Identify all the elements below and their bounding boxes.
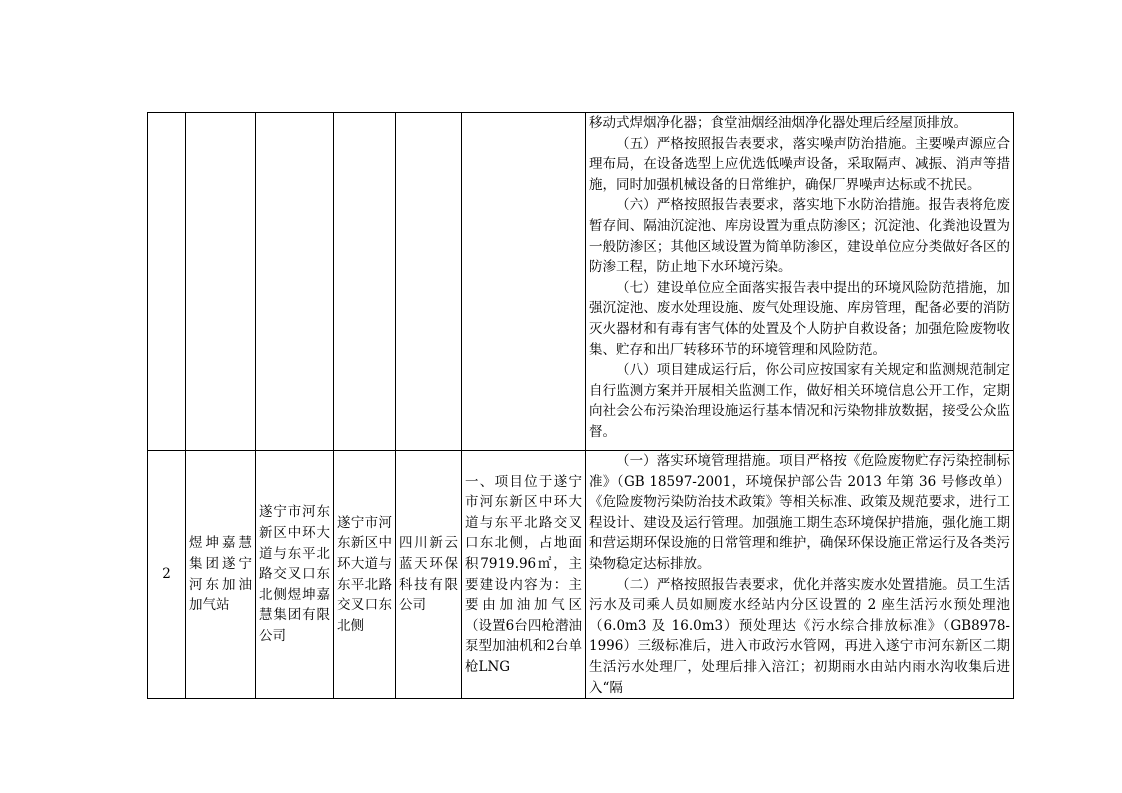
row-number-cell [148, 113, 186, 451]
requirements-cell [586, 113, 1014, 451]
project-name-cell [186, 113, 256, 451]
requirement-paragraph: （六）严格按照报告表要求，落实地下水防治措施。报告表将危废暂存间、隔油沉淀池、库房设置为重点防渗区；沉淀池、化粪池设置为一般防渗区；其他区域设置为简单防渗区，建设单位应分类做好各区的防渗工程，防止地下水环境污染。 [589, 197, 1010, 276]
project-name-cell: 煜坤嘉慧集团遂宁河东加油加气站 [186, 451, 256, 699]
project-overview-cell [462, 113, 586, 451]
table-row [148, 451, 1014, 699]
project-overview-cell: 一、项目位于遂宁市河东新区中环大道与东平北路交叉口东北侧，占地面积7919.96㎡，主要建设内容为：主要由加油加气区（设置6台四枪潜油泵型加油机和2台单枪LNG [462, 451, 586, 699]
requirement-paragraph: 移动式焊烟净化器；食堂油烟经油烟净化器处理后经屋顶排放。 [589, 115, 967, 131]
requirement-paragraph: （一）落实环境管理措施。项目严格按《危险废物贮存污染控制标准》（GB 18597-2001，环境保护部公告 2013 年第 36 号修改单）《危险废物污染防治技术政策》等相关标准、政策及规范要求，进行工程设计、建设及运行管理。加强施工期生态环境保护措施，强化施工期和营运期环保设施的日常管理和维护，确保环保设施正常运行及各类污染物稳定达标排放。 [589, 453, 1010, 572]
construction-unit-cell [256, 113, 334, 451]
requirement-paragraph: （八）项目建成运行后，你公司应按国家有关规定和监测规范制定自行监测方案并开展相关监测工作，做好相关环境信息公开工作，定期向社会公布污染治理设施运行基本情况和污染物排放数据，接受公众监督。 [589, 362, 1010, 440]
construction-unit-cell: 遂宁市河东新区中环大道与东平北路交叉口东北侧煜坤嘉慧集团有限公司 [256, 451, 334, 699]
approval-table [147, 112, 1014, 699]
requirement-paragraph: （七）建设单位应全面落实报告表中提出的环境风险防范措施，加强沉淀池、废水处理设施、废气处理设施、库房管理，配备必要的消防灭火器材和有毒有害气体的处置及个人防护自救设备；加强危险废物收集、贮存和出厂转移环节的环境管理和风险防范。 [589, 279, 1010, 358]
eia-agency-cell [396, 113, 462, 451]
requirements-cell [586, 451, 1014, 699]
table-row [148, 113, 1014, 451]
requirement-paragraph: （二）严格按照报告表要求，优化并落实废水处置措施。员工生活污水及司乘人员如厕废水经站内分区设置的 2 座生活污水预处理池（6.0m3 及 16.0m3）预处理达《污水综合排放标准》（GB8978-1996）三级标准后，进入市政污水管网，再进入遂宁市河东新区二期生活污水处理厂，处理后排入涪江；初期雨水由站内雨水沟收集后进入“隔 [589, 576, 1010, 696]
row-number-cell: 2 [148, 451, 186, 699]
requirement-paragraph: （五）严格按照报告表要求，落实噪声防治措施。主要噪声源应合理布局，在设备选型上应优选低噪声设备，采取隔声、减振、消声等措施，同时加强机械设备的日常维护，确保厂界噪声达标或不扰民。 [589, 135, 1010, 193]
location-cell: 遂宁市河东新区中环大道与东平北路交叉口东北侧 [334, 451, 396, 699]
eia-agency-cell: 四川新云蓝天环保科技有限公司 [396, 451, 462, 699]
location-cell [334, 113, 396, 451]
